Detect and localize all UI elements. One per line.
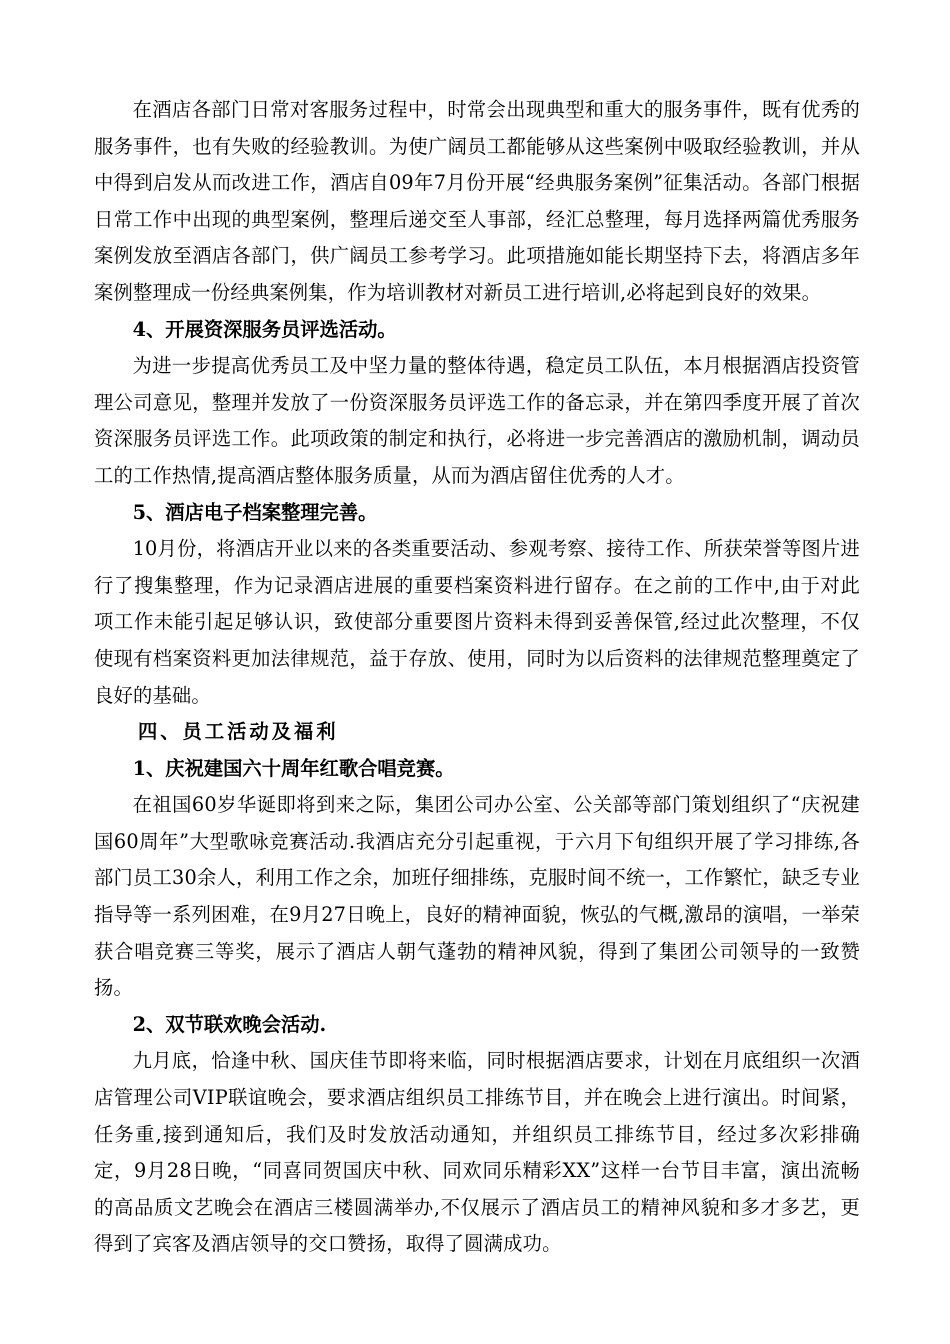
section-heading-staff-activities: 四、员工活动及福利 [138, 720, 339, 744]
heading-choir-contest: 1、庆祝建国六十周年红歌合唱竞赛。 [132, 756, 455, 780]
heading-holiday-gala: 2、双节联欢晚会活动. [132, 1012, 327, 1036]
paragraph-holiday-gala: 九月底，恰逢中秋、国庆佳节即将来临，同时根据酒店要求，计划在月底组织一次酒店管理公司VIP联谊晚会，要求酒店组织员工排练节目，并在晚会上进行演出。时间紧，任务重,接到通知后，我们及时发放活动通知，并组织员工排练节目，经过多次彩排确定，9月28日晚，“同喜同贺国庆中秋、同欢同乐精彩XX”这样一台节目丰富，演出流畅的高品质文艺晚会在酒店三楼圆满举办,不仅展示了酒店员工的精神风貌和多才多艺，更得到了宾客及酒店领导的交口赞扬，取得了圆满成功。 [94, 1049, 860, 1256]
paragraph-senior-staff-selection: 为进一步提高优秀员工及中坚力量的整体待遇，稳定员工队伍，本月根据酒店投资管理公司意见，整理并发放了一份资深服务员评选工作的备忘录，并在第四季度开展了首次资深服务员评选工作。此项政策的制定和执行，必将进一步完善酒店的激励机制，调动员工的工作热情,提高酒店整体服务质量，从而为酒店留住优秀的人才。 [94, 354, 860, 487]
heading-senior-staff-selection: 4、开展资深服务员评选活动。 [132, 317, 397, 341]
paragraph-electronic-archives: 10月份，将酒店开业以来的各类重要活动、参观考察、接待工作、所获荣誉等图片进行了搜集整理，作为记录酒店进展的重要档案资料进行留存。在之前的工作中,由于对此项工作未能引起足够认识，致使部分重要图片资料未得到妥善保管,经过此次整理，不仅使现有档案资料更加法律规范，益于存放、使用，同时为以后资料的法律规范整理奠定了良好的基础。 [94, 537, 860, 707]
document-page [94, 92, 860, 1263]
paragraph-choir-contest: 在祖国60岁华诞即将到来之际，集团公司办公室、公关部等部门策划组织了“庆祝建国60周年”大型歌咏竞赛活动.我酒店充分引起重视，于六月下旬组织开展了学习排练,各部门员工30余人，利用工作之余，加班仔细排练，克服时间不统一，工作繁忙，缺乏专业指导等一系列困难，在9月27日晚上，良好的精神面貌，恢弘的气概,激昂的演唱，一举荣获合唱竞赛三等奖，展示了酒店人朝气蓬勃的精神风貌，得到了集团公司领导的一致赞扬。 [94, 793, 860, 1000]
paragraph-case-collection: 在酒店各部门日常对客服务过程中，时常会出现典型和重大的服务事件，既有优秀的服务事件，也有失败的经验教训。为使广阔员工都能够从这些案例中吸取经验教训，并从中得到启发从而改进工作，酒店自09年7月份开展“经典服务案例”征集活动。各部门根据日常工作中出现的典型案例，整理后递交至人事部，经汇总整理，每月选择两篇优秀服务案例发放至酒店各部门，供广阔员工参考学习。此项措施如能长期坚持下去，将酒店多年案例整理成一份经典案例集，作为培训教材对新员工进行培训,必将起到良好的效果。 [94, 98, 860, 304]
heading-electronic-archives: 5、酒店电子档案整理完善。 [132, 500, 378, 524]
